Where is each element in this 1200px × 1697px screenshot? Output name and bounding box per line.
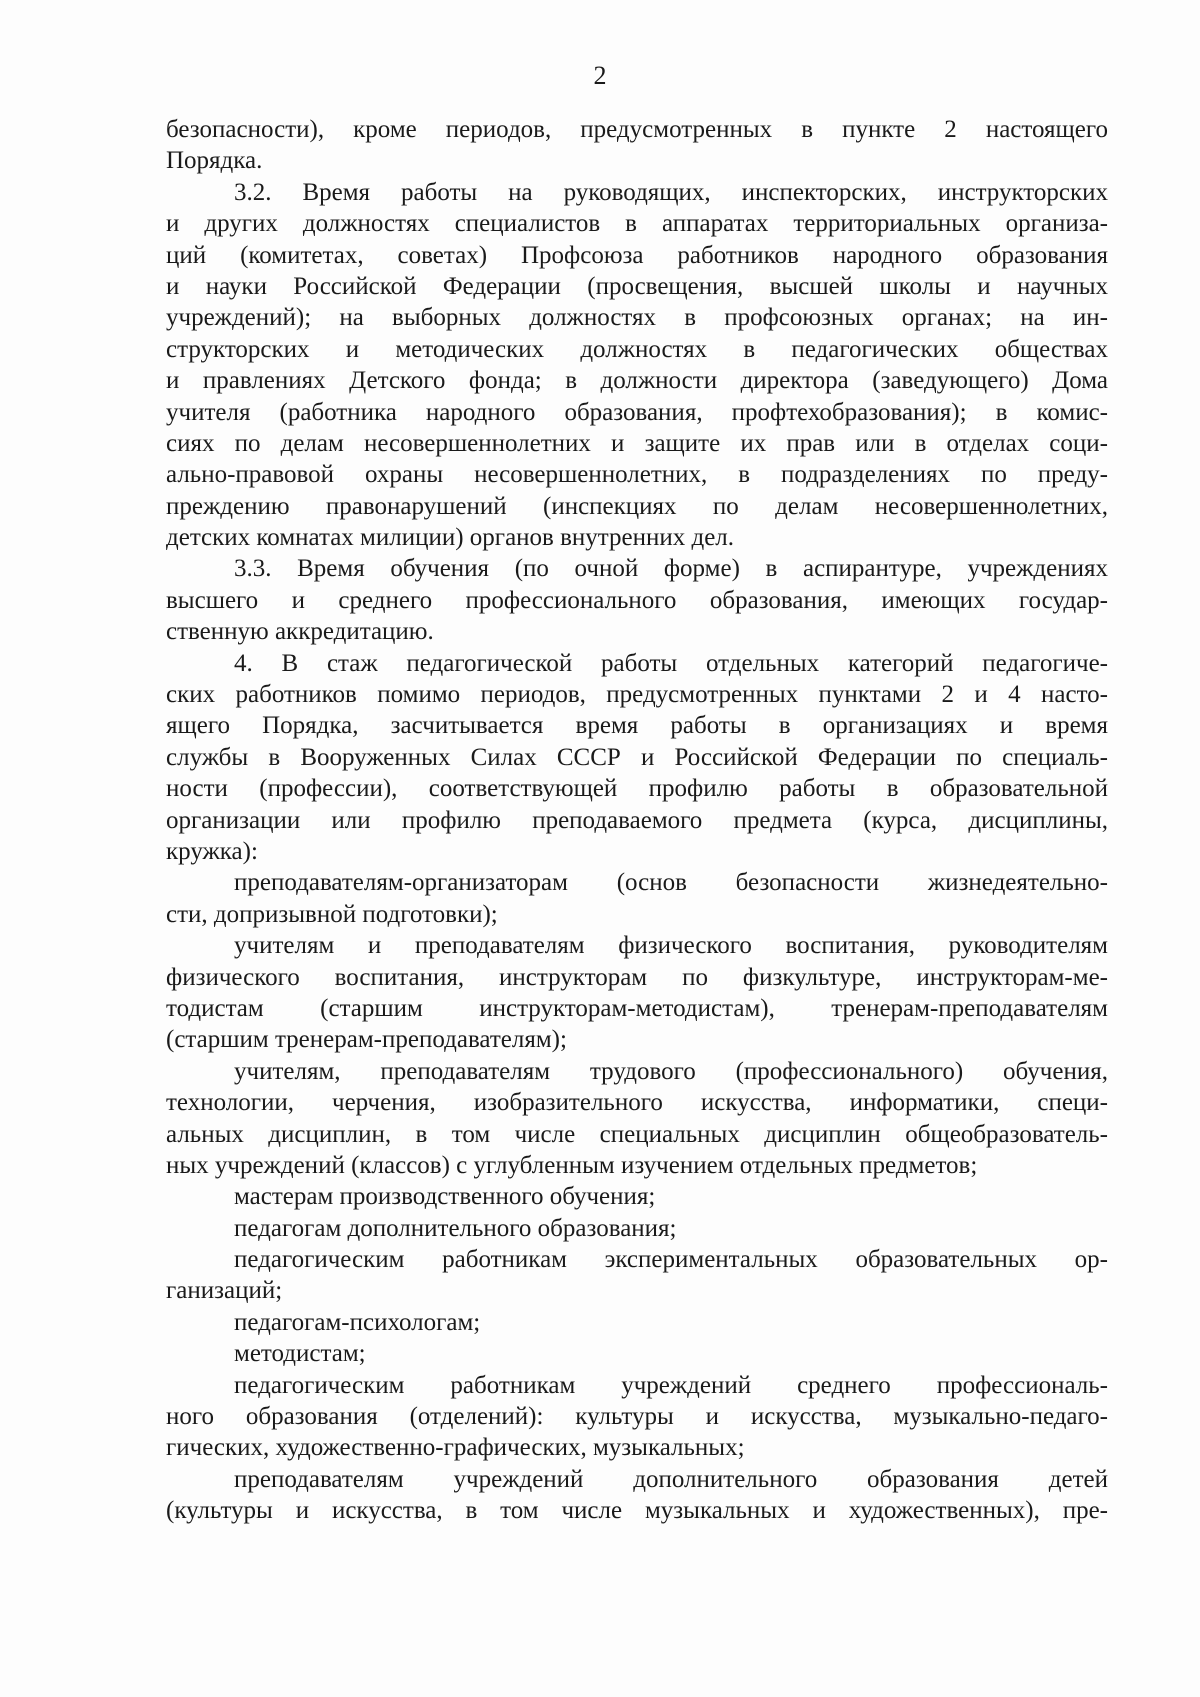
text-line: (старшим тренерам-преподавателям); — [166, 1026, 567, 1054]
text-line: и правлениях Детского фонда; в должности директора (заведующего) Дома — [166, 367, 1108, 395]
text-line: преподавателям учреждений дополнительного образования детей — [234, 1465, 1108, 1493]
text-line: службы в Вооруженных Силах СССР и Российской Федерации по специаль- — [166, 743, 1108, 771]
text-line: преждению правонарушений (инспекциях по делам несовершеннолетних, — [166, 492, 1108, 520]
text-line: 3.2. Время работы на руководящих, инспекторских, инструкторских — [234, 178, 1108, 206]
text-line: ности (профессии), соответствующей профилю работы в образовательной — [166, 775, 1108, 803]
text-line: и науки Российской Федерации (просвещения, высшей школы и научных — [166, 272, 1108, 300]
document-body — [166, 114, 1108, 1527]
text-line: сиях по делам несовершеннолетних и защите их прав или в отделах соци- — [166, 429, 1108, 457]
text-line: ящего Порядка, засчитывается время работы в организациях и время — [166, 712, 1108, 740]
text-line: физического воспитания, инструкторам по физкультуре, инструкторам-ме- — [166, 963, 1108, 991]
text-line: тодистам (старшим инструкторам-методистам), тренерам-преподавателям — [166, 994, 1108, 1022]
text-line: и других должностях специалистов в аппаратах территориальных организа- — [166, 210, 1108, 238]
text-line: технологии, черчения, изобразительного искусства, информатики, специ- — [166, 1089, 1108, 1117]
text-line: педагогическим работникам учреждений среднего профессиональ- — [234, 1371, 1108, 1399]
text-line: структорских и методических должностях в педагогических обществах — [166, 335, 1108, 363]
text-line: ций (комитетах, советах) Профсоюза работников народного образования — [166, 241, 1108, 269]
text-line: 4. В стаж педагогической работы отдельных категорий педагогиче- — [234, 649, 1108, 677]
text-line: ально-правовой охраны несовершеннолетних, в подразделениях по преду- — [166, 461, 1108, 489]
text-line: Порядка. — [166, 147, 263, 175]
text-line: педагогическим работникам экспериментальных образовательных ор- — [234, 1246, 1108, 1274]
text-line: кружка): — [166, 837, 258, 865]
text-line: 3.3. Время обучения (по очной форме) в аспирантуре, учреждениях — [234, 555, 1108, 583]
text-line: учреждений); на выборных должностях в профсоюзных органах; на ин- — [166, 304, 1108, 332]
text-line: учителя (работника народного образования, профтехобразования); в комис- — [166, 398, 1108, 426]
text-line: организации или профилю преподаваемого предмета (курса, дисциплины, — [166, 806, 1108, 834]
text-line: альных дисциплин, в том числе специальных дисциплин общеобразователь- — [166, 1120, 1108, 1148]
text-line: педагогам-психологам; — [234, 1308, 481, 1336]
text-line: детских комнатах милиции) органов внутренних дел. — [166, 524, 735, 552]
text-line: ственную аккредитацию. — [166, 618, 434, 646]
text-line: учителям, преподавателям трудового (профессионального) обучения, — [234, 1057, 1108, 1085]
text-line: ного образования (отделений): культуры и искусства, музыкально-педаго- — [166, 1403, 1108, 1431]
text-line: педагогам дополнительного образования; — [234, 1214, 677, 1242]
text-line: преподавателям-организаторам (основ безопасности жизнедеятельно- — [234, 869, 1108, 897]
text-line: безопасности), кроме периодов, предусмотренных в пункте 2 настоящего — [166, 116, 1108, 143]
text-line: ных учреждений (классов) с углубленным изучением отдельных предметов; — [166, 1151, 978, 1179]
text-line: методистам; — [234, 1340, 366, 1368]
text-line: сти, допризывной подготовки); — [166, 900, 498, 928]
text-line: гических, художественно-графических, музыкальных; — [166, 1434, 745, 1462]
text-line: ских работников помимо периодов, предусмотренных пунктами 2 и 4 насто- — [166, 681, 1108, 709]
text-line: высшего и среднего профессионального образования, имеющих государ- — [166, 586, 1108, 614]
page-number: 2 — [593, 61, 607, 90]
text-line: (культуры и искусства, в том числе музыкальных и художественных), пре- — [166, 1497, 1108, 1525]
text-line: ганизаций; — [166, 1277, 283, 1305]
text-line: учителям и преподавателям физического воспитания, руководителям — [234, 932, 1108, 960]
text-line: мастерам производственного обучения; — [234, 1183, 656, 1211]
